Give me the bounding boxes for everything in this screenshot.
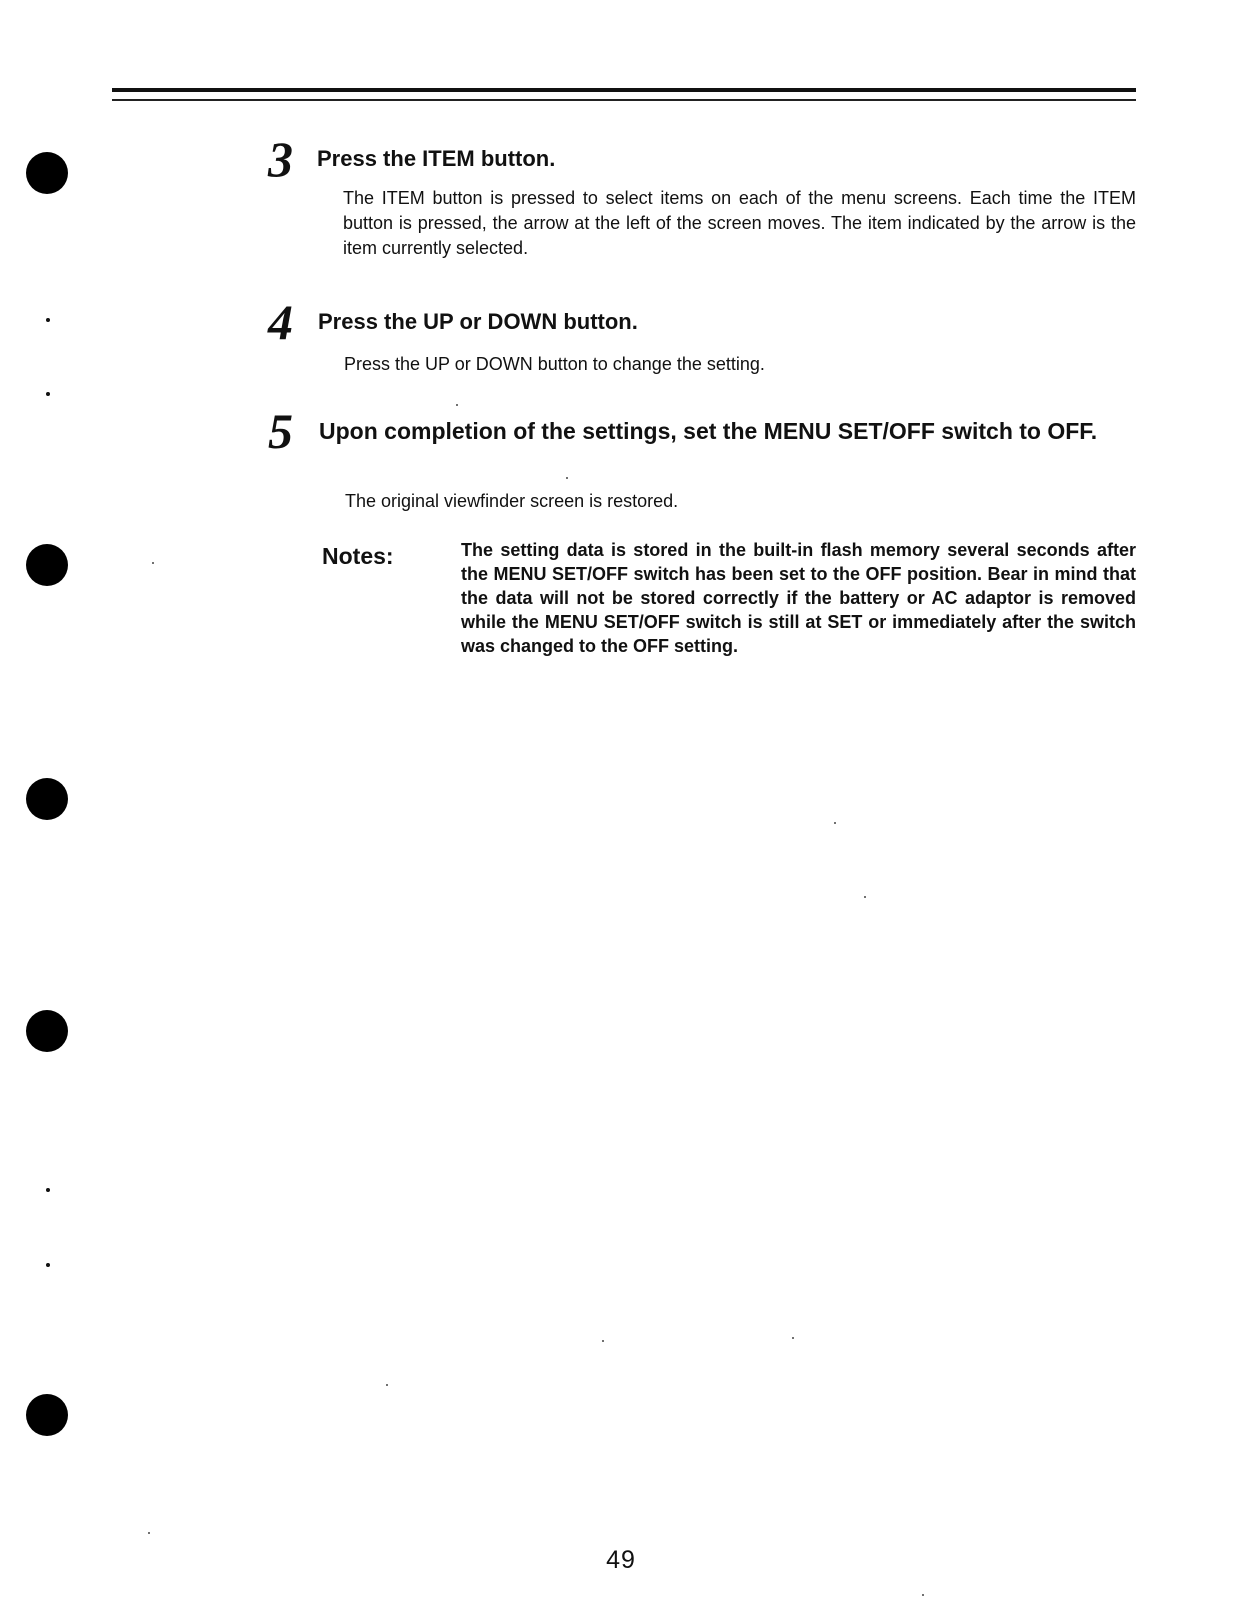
step-body: Press the UP or DOWN button to change the setting. bbox=[344, 354, 765, 374]
header-rule-thin bbox=[112, 99, 1136, 101]
step-body: The ITEM button is pressed to select items on each of the menu screens. Each time the ITEM button is pressed, the arrow at the left of the screen moves. The item indicated by the arrow is the item currently selected. bbox=[343, 188, 1136, 258]
binder-hole bbox=[26, 544, 68, 586]
step-number: 5 bbox=[268, 403, 293, 459]
step-number: 3 bbox=[268, 131, 293, 187]
scan-speck bbox=[922, 1594, 924, 1596]
binder-hole bbox=[26, 1010, 68, 1052]
scan-speck bbox=[792, 1337, 794, 1339]
scan-speck bbox=[148, 1532, 150, 1534]
scan-speck bbox=[152, 562, 154, 564]
scan-speck bbox=[46, 1263, 50, 1267]
binder-hole bbox=[26, 152, 68, 194]
scan-speck bbox=[864, 896, 866, 898]
step-title: Upon completion of the settings, set the MENU SET/OFF switch to OFF. bbox=[319, 418, 1098, 444]
notes-text: The setting data is stored in the built-in flash memory several seconds after the MENU SET/OFF switch has been set to the OFF position. Bear in mind that the data will not be stored correctly if the battery or AC adaptor is removed while the MENU SET/OFF switch is still at SET or immediately after the switch was changed to the OFF setting. bbox=[461, 540, 1136, 656]
binder-hole bbox=[26, 778, 68, 820]
step-body: The original viewfinder screen is restored. bbox=[345, 491, 679, 511]
scan-speck bbox=[602, 1340, 604, 1342]
scan-speck bbox=[46, 318, 50, 322]
notes-label: Notes: bbox=[322, 543, 394, 569]
scan-speck bbox=[566, 477, 568, 479]
scan-speck bbox=[46, 392, 50, 396]
scan-speck bbox=[46, 1188, 50, 1192]
page-number: 49 bbox=[606, 1546, 636, 1574]
step-title: Press the ITEM button. bbox=[317, 146, 556, 171]
header-rule-thick bbox=[112, 88, 1136, 92]
step-number: 4 bbox=[268, 294, 293, 350]
scan-speck bbox=[456, 404, 458, 406]
scan-speck bbox=[834, 822, 836, 824]
step-title: Press the UP or DOWN button. bbox=[318, 309, 638, 334]
binder-hole bbox=[26, 1394, 68, 1436]
scan-speck bbox=[386, 1384, 388, 1386]
